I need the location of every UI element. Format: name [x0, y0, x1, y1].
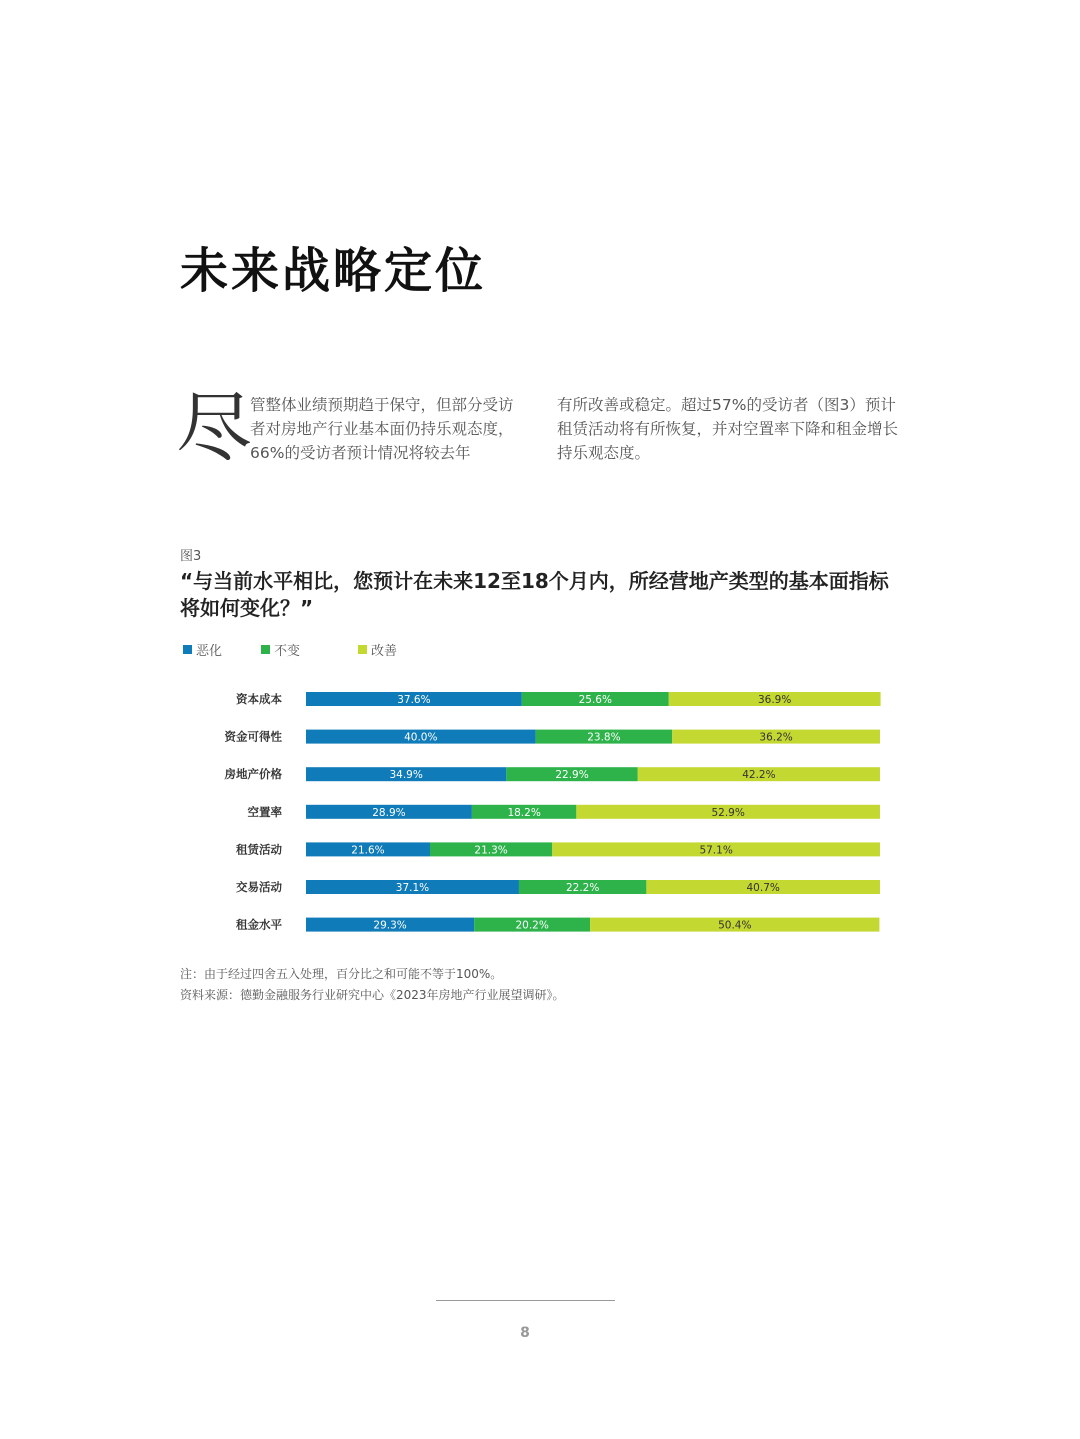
data-label-worse: 40.0%: [404, 731, 438, 744]
category-label: 空置率: [247, 804, 282, 819]
data-label-improved: 40.7%: [746, 882, 780, 894]
data-label-improved: 50.4%: [718, 919, 752, 932]
page-number: 8: [520, 1325, 530, 1341]
data-label-unchanged: 21.3%: [474, 844, 508, 857]
data-label-worse: 21.6%: [351, 844, 385, 857]
category-label: 租金水平: [236, 917, 282, 932]
data-label-unchanged: 22.9%: [555, 769, 589, 782]
data-label-worse: 34.9%: [389, 769, 423, 782]
data-label-improved: 42.2%: [742, 769, 776, 782]
legend-label-worse: 恶化: [196, 644, 223, 659]
data-label-unchanged: 23.8%: [587, 731, 621, 744]
chart-source: 资料来源：德勤金融服务行业研究中心《2023年房地产行业展望调研》。: [180, 988, 565, 1002]
category-label: 租赁活动: [236, 842, 282, 857]
category-label: 资本成本: [236, 692, 282, 706]
data-label-worse: 29.3%: [373, 919, 407, 932]
data-label-unchanged: 25.6%: [578, 694, 612, 706]
data-label-unchanged: 22.2%: [565, 882, 600, 894]
figure-label: 图3: [180, 549, 202, 564]
data-label-improved: 52.9%: [711, 806, 745, 819]
page-title: 未来战略定位: [180, 243, 487, 299]
chart-note: 注：由于经过四舍五入处理，百分比之和可能不等于100%。: [180, 967, 503, 981]
intro-paragraph-col1: 管整体业绩预期趋于保守，但部分受访者对房地产行业基本面仍持乐观态度，66%的受访者预计情况将较去年: [250, 396, 514, 462]
data-label-unchanged: 20.2%: [515, 919, 549, 932]
data-label-improved: 36.2%: [759, 731, 793, 744]
category-label: 交易活动: [236, 880, 282, 894]
footer-divider: [436, 1300, 615, 1301]
category-label: 房地产价格: [224, 767, 282, 782]
data-label-worse: 37.6%: [397, 694, 431, 706]
intro-paragraph-col2: 有所改善或稳定。超过57%的受访者（图3）预计租赁活动将有所恢复，并对空置率下降和租金增长持乐观态度。: [557, 396, 899, 462]
legend-label-improved: 改善: [371, 644, 398, 659]
data-label-improved: 36.9%: [757, 694, 792, 706]
category-label: 资金可得性: [224, 729, 282, 744]
data-label-worse: 28.9%: [372, 806, 406, 819]
data-label-worse: 37.1%: [395, 882, 430, 894]
data-label-improved: 57.1%: [699, 844, 733, 857]
chart-notes: [180, 964, 565, 1006]
chart-title: “与当前水平相比，您预计在未来12至18个月内，所经营地产类型的基本面指标将如何变化？”: [180, 569, 889, 620]
dropcap: 尽: [176, 383, 252, 472]
data-label-unchanged: 18.2%: [507, 806, 541, 819]
legend-label-unchanged: 不变: [274, 644, 301, 659]
